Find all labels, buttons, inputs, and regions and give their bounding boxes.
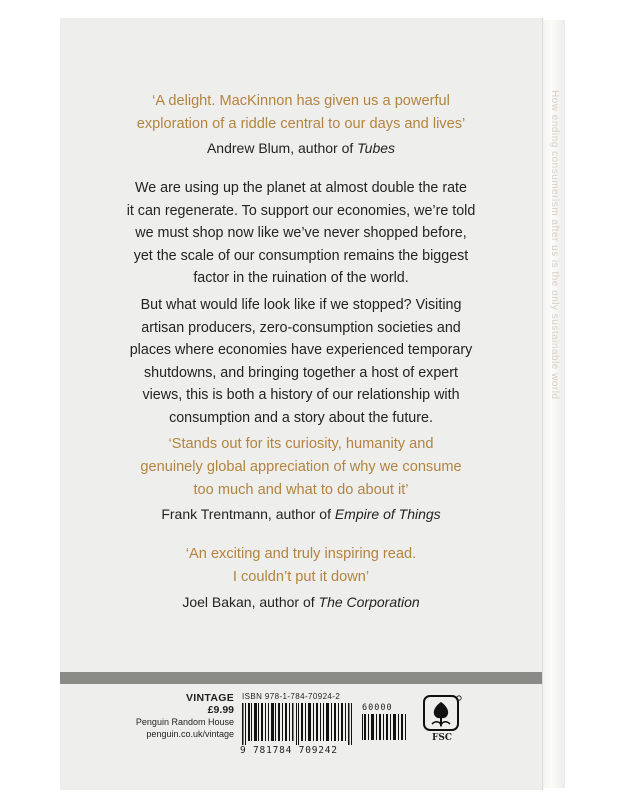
- blurb-paragraph-2: [60, 294, 542, 429]
- quote-line: exploration of a riddle central to our days and lives’: [136, 116, 466, 132]
- attribution-author: Andrew Blum, author of: [206, 140, 354, 156]
- attribution-book: The Corporation: [318, 594, 420, 610]
- fsc-label: FSC: [431, 733, 453, 743]
- quote-attribution: [60, 503, 542, 525]
- quote-andrew-blum: [60, 90, 542, 136]
- blurb-line: artisan producers, zero-consumption societies and: [141, 319, 461, 336]
- quote-line: ‘Stands out for its curiosity, humanity and: [168, 436, 434, 452]
- attribution-author: Joel Bakan, author of: [182, 594, 315, 610]
- barcode-addon-icon: [362, 714, 408, 750]
- blurb-line: shutdowns, and bringing together a host of expert: [144, 364, 458, 381]
- attribution-author: Frank Trentmann, author of: [161, 506, 331, 522]
- quote-attribution: [60, 591, 542, 613]
- isbn-label: ISBN 978-1-784-70924-2: [242, 692, 341, 701]
- barcode-icon: [242, 703, 354, 745]
- quote-line: too much and what to do about it’: [193, 482, 409, 498]
- publisher-group: Penguin Random House: [135, 717, 234, 727]
- blurb-line: We are using up the planet at almost double the rate: [135, 180, 467, 196]
- barcode-number: 9 781784 709242: [240, 745, 338, 756]
- quote-frank-trentmann: [60, 433, 542, 502]
- blurb-paragraph-1: [60, 177, 542, 290]
- blurb-line: it can regenerate. To support our economies, we’re told: [126, 202, 476, 219]
- publisher-imprint: [64, 692, 234, 740]
- blurb-line: views, this is both a history of our relationship with: [142, 387, 460, 403]
- quote-line: genuinely global appreciation of why we consume: [140, 459, 462, 475]
- book-spine: [542, 20, 565, 788]
- blurb-line: factor in the ruination of the world.: [193, 270, 409, 286]
- attribution-book: Tubes: [357, 140, 396, 156]
- quote-line: I couldn’t put it down’: [232, 569, 370, 585]
- blurb-line: But what would life look like if we stopped? Visiting: [140, 297, 462, 313]
- price: £9.99: [207, 704, 234, 716]
- quote-attribution: [60, 137, 542, 159]
- blurb-line: yet the scale of our consumption remains the biggest: [133, 247, 469, 264]
- blurb-line: we must shop now like we’ve never shopped before,: [135, 225, 467, 241]
- bottom-divider-bar: [60, 672, 542, 684]
- fsc-tree-icon: [418, 694, 464, 734]
- quote-joel-bakan: [60, 543, 542, 589]
- publisher-url: penguin.co.uk/vintage: [146, 729, 234, 739]
- blurb-line: places where economies have experienced temporary: [129, 342, 473, 358]
- attribution-book: Empire of Things: [334, 506, 441, 522]
- publisher-name: VINTAGE: [186, 692, 234, 704]
- quote-line: ‘A delight. MacKinnon has given us a powerful: [152, 93, 450, 109]
- blurb-line: consumption and a story about the future.: [169, 409, 433, 426]
- barcode-addon-number: 60000: [362, 703, 393, 713]
- quote-line: ‘An exciting and truly inspiring read.: [185, 546, 417, 562]
- spine-text: How ending consumerism after us is the only sustainable world: [549, 90, 560, 400]
